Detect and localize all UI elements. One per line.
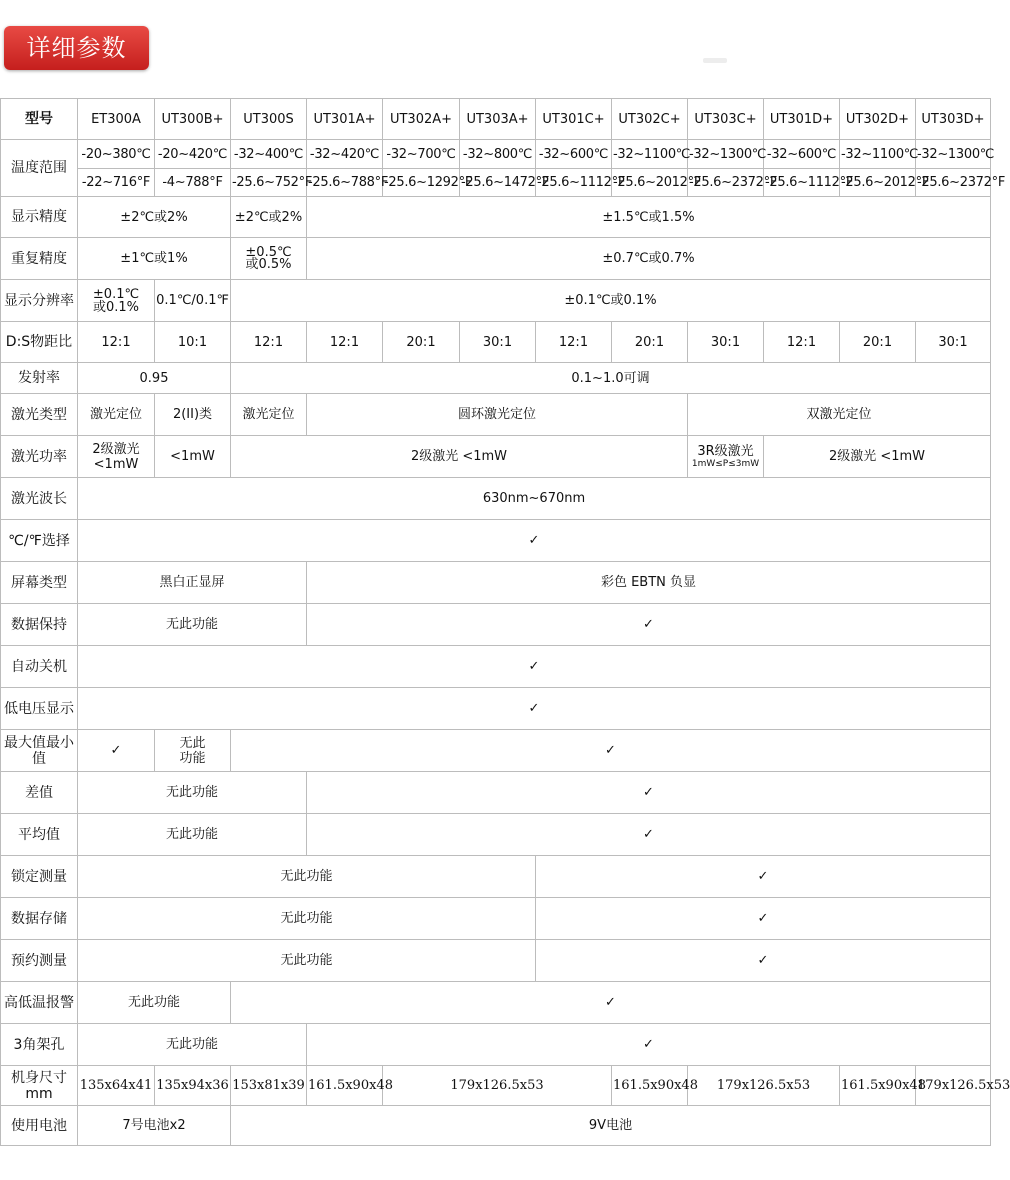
row-header-tripod: 3角架孔 [1, 1024, 78, 1066]
ds-ratio-cell: 10:1 [155, 322, 231, 363]
difference-cell: 无此功能 [78, 772, 307, 814]
check-mark: ✓ [307, 814, 991, 856]
ds-ratio-cell: 12:1 [78, 322, 155, 363]
temp-celsius-cell: -32~1300℃ [916, 140, 991, 169]
resolution-cell [78, 280, 155, 322]
temp-alarm-row [1, 982, 991, 1024]
model-cell: UT303A+ [460, 99, 536, 140]
temp-celsius-cell: -20~380℃ [78, 140, 155, 169]
laser-type-cell: 双激光定位 [688, 394, 991, 436]
check-mark: ✓ [536, 940, 991, 982]
lock-measure-row [1, 856, 991, 898]
laser-type-cell: 激光定位 [231, 394, 307, 436]
battery-cell: 9V电池 [231, 1106, 991, 1146]
temp-fahrenheit-cell: -25.6~1112°F [536, 169, 612, 197]
unit-select-row [1, 520, 991, 562]
check-mark: ✓ [536, 856, 991, 898]
tripod-cell: 无此功能 [78, 1024, 307, 1066]
row-header-laser-type: 激光类型 [1, 394, 78, 436]
temp-celsius-cell: -32~1100℃ [840, 140, 916, 169]
row-header-resolution: 显示分辨率 [1, 280, 78, 322]
screen-type-cell: 彩色 EBTN 负显 [307, 562, 991, 604]
temp-fahrenheit-cell: -4~788°F [155, 169, 231, 197]
resolution-row [1, 280, 991, 322]
check-mark: ✓ [78, 646, 991, 688]
model-cell: UT302A+ [383, 99, 460, 140]
laser-power-cell: 2级激光 <1mW [231, 436, 688, 478]
row-header-lock-measure: 锁定测量 [1, 856, 78, 898]
temp-fahrenheit-cell: -25.6~788°F [307, 169, 383, 197]
data-storage-row [1, 898, 991, 940]
model-cell: UT303C+ [688, 99, 764, 140]
spec-table [0, 98, 1010, 1146]
row-header-laser-power: 激光功率 [1, 436, 78, 478]
ds-ratio-cell: 20:1 [383, 322, 460, 363]
scheduled-measure-cell: 无此功能 [78, 940, 536, 982]
ds-ratio-row [1, 322, 991, 363]
laser-power-cell: <1mW [155, 436, 231, 478]
row-header-max-min: 最大值最小值 [1, 730, 78, 772]
laser-power-line: 2级激光 [92, 441, 140, 457]
laser-wavelength-row [1, 478, 991, 520]
screen-type-cell: 黑白正显屏 [78, 562, 307, 604]
page-title: 详细参数 [4, 26, 149, 70]
dimensions-cell: 179x126.5x53 [688, 1066, 840, 1106]
laser-power-line: 1mW≤P≤3mW [691, 458, 760, 469]
temp-fahrenheit-cell: -25.6~1292°F [383, 169, 460, 197]
repeat-accuracy-cell: ±0.7℃或0.7% [307, 238, 991, 280]
data-storage-cell: 无此功能 [78, 898, 536, 940]
temp-celsius-cell: -32~400℃ [231, 140, 307, 169]
model-row [1, 99, 991, 140]
check-mark: ✓ [307, 604, 991, 646]
temp-range-row [1, 140, 991, 169]
repeat-accuracy-row [1, 238, 991, 280]
display-accuracy-cell: ±1.5℃或1.5% [307, 197, 991, 238]
average-cell: 无此功能 [78, 814, 307, 856]
ds-ratio-cell: 30:1 [916, 322, 991, 363]
model-cell: UT303D+ [916, 99, 991, 140]
repeat-accuracy-cell [231, 238, 307, 280]
row-header-auto-off: 自动关机 [1, 646, 78, 688]
temp-celsius-cell: -32~1100℃ [612, 140, 688, 169]
max-min-line: 功能 [179, 750, 206, 766]
check-mark: ✓ [536, 898, 991, 940]
dimensions-cell: 161.5x90x48 [612, 1066, 688, 1106]
row-header-data-hold: 数据保持 [1, 604, 78, 646]
repeat-accuracy-cell: ±1℃或1% [78, 238, 231, 280]
row-header-ds-ratio: D:S物距比 [1, 322, 78, 363]
ds-ratio-cell: 12:1 [536, 322, 612, 363]
max-min-cell [155, 730, 231, 772]
temp-celsius-cell: -32~420℃ [307, 140, 383, 169]
ds-ratio-cell: 12:1 [307, 322, 383, 363]
row-header-temp-range: 温度范围 [1, 140, 78, 197]
difference-row [1, 772, 991, 814]
model-cell: UT301D+ [764, 99, 840, 140]
average-row [1, 814, 991, 856]
display-accuracy-cell: ±2℃或2% [78, 197, 231, 238]
battery-row [1, 1106, 991, 1146]
temp-celsius-cell: -32~800℃ [460, 140, 536, 169]
row-header-laser-wavelength: 激光波长 [1, 478, 78, 520]
temp-alarm-cell: 无此功能 [78, 982, 231, 1024]
model-cell: UT301C+ [536, 99, 612, 140]
laser-power-line: <1mW [93, 456, 139, 472]
temp-celsius-cell: -32~700℃ [383, 140, 460, 169]
dimensions-cell: 179x126.5x53 [916, 1066, 991, 1106]
max-min-row [1, 730, 991, 772]
row-header-data-storage: 数据存储 [1, 898, 78, 940]
dimensions-cell: 161.5x90x48 [307, 1066, 383, 1106]
row-header-scheduled-measure: 预约测量 [1, 940, 78, 982]
row-header-temp-alarm: 高低温报警 [1, 982, 78, 1024]
dimensions-cell: 179x126.5x53 [383, 1066, 612, 1106]
row-header-screen-type: 屏幕类型 [1, 562, 78, 604]
row-header-unit-select: ℃/℉选择 [1, 520, 78, 562]
repeat-accuracy-line: ±0.5℃ [245, 244, 292, 260]
dimensions-cell: 135x94x36 [155, 1066, 231, 1106]
ds-ratio-cell: 20:1 [840, 322, 916, 363]
check-mark: ✓ [307, 772, 991, 814]
max-min-line: 无此 [179, 735, 206, 751]
temp-fahrenheit-cell: -25.6~2012°F [612, 169, 688, 197]
laser-type-cell: 圆环激光定位 [307, 394, 688, 436]
check-mark: ✓ [78, 520, 991, 562]
resolution-line: 或0.1% [92, 299, 140, 315]
model-cell: UT300S [231, 99, 307, 140]
ds-ratio-cell: 20:1 [612, 322, 688, 363]
auto-off-row [1, 646, 991, 688]
dimensions-cell: 161.5x90x48 [840, 1066, 916, 1106]
display-accuracy-row [1, 197, 991, 238]
temp-fahrenheit-cell: -25.6~2012°F [840, 169, 916, 197]
row-header-model: 型号 [1, 99, 78, 140]
check-mark: ✓ [78, 688, 991, 730]
row-header-battery: 使用电池 [1, 1106, 78, 1146]
emissivity-cell: 0.1~1.0可调 [231, 363, 991, 394]
repeat-accuracy-line: 或0.5% [245, 256, 292, 272]
dimensions-cell: 135x64x41 [78, 1066, 155, 1106]
model-cell: UT302D+ [840, 99, 916, 140]
row-header-repeat-accuracy: 重复精度 [1, 238, 78, 280]
ds-ratio-cell: 30:1 [460, 322, 536, 363]
model-cell: UT300B+ [155, 99, 231, 140]
lock-measure-cell: 无此功能 [78, 856, 536, 898]
dimensions-cell: 153x81x39 [231, 1066, 307, 1106]
low-voltage-row [1, 688, 991, 730]
data-hold-row [1, 604, 991, 646]
dimensions-row [1, 1066, 991, 1106]
temp-celsius-cell: -32~1300℃ [688, 140, 764, 169]
battery-cell: 7号电池x2 [78, 1106, 231, 1146]
data-hold-cell: 无此功能 [78, 604, 307, 646]
temp-fahrenheit-cell: -25.6~2372°F [688, 169, 764, 197]
ds-ratio-cell: 30:1 [688, 322, 764, 363]
row-header-difference: 差值 [1, 772, 78, 814]
emissivity-row [1, 363, 991, 394]
tripod-row [1, 1024, 991, 1066]
temp-fahrenheit-cell: -22~716°F [78, 169, 155, 197]
model-cell: UT302C+ [612, 99, 688, 140]
resolution-cell: 0.1℃/0.1℉ [155, 280, 231, 322]
laser-power-cell [78, 436, 155, 478]
laser-type-cell: 激光定位 [78, 394, 155, 436]
row-header-low-voltage: 低电压显示 [1, 688, 78, 730]
check-mark: ✓ [307, 1024, 991, 1066]
laser-power-line: 3R级激光 [697, 443, 754, 459]
model-cell: UT301A+ [307, 99, 383, 140]
temp-fahrenheit-cell: -25.6~752°F [231, 169, 307, 197]
ds-ratio-cell: 12:1 [764, 322, 840, 363]
row-header-emissivity: 发射率 [1, 363, 78, 394]
emissivity-cell: 0.95 [78, 363, 231, 394]
laser-power-cell: 2级激光 <1mW [764, 436, 991, 478]
laser-wavelength-cell: 630nm~670nm [78, 478, 991, 520]
ds-ratio-cell: 12:1 [231, 322, 307, 363]
temp-fahrenheit-cell: -25.6~1112°F [764, 169, 840, 197]
laser-power-cell [688, 436, 764, 478]
temp-range-f-row [1, 169, 991, 197]
check-mark: ✓ [231, 730, 991, 772]
temp-celsius-cell: -32~600℃ [536, 140, 612, 169]
resolution-line: ±0.1℃ [92, 286, 140, 302]
decorative-mark [703, 58, 727, 63]
laser-type-cell: 2(II)类 [155, 394, 231, 436]
laser-type-row [1, 394, 991, 436]
temp-fahrenheit-cell: -25.6~1472°F [460, 169, 536, 197]
temp-celsius-cell: -20~420℃ [155, 140, 231, 169]
temp-fahrenheit-cell: -25.6~2372°F [916, 169, 991, 197]
row-header-average: 平均值 [1, 814, 78, 856]
row-header-display-accuracy: 显示精度 [1, 197, 78, 238]
laser-power-row [1, 436, 991, 478]
row-header-dimensions: 机身尺寸mm [1, 1066, 78, 1106]
resolution-cell: ±0.1℃或0.1% [231, 280, 991, 322]
check-mark: ✓ [78, 730, 155, 772]
screen-type-row [1, 562, 991, 604]
scheduled-measure-row [1, 940, 991, 982]
temp-celsius-cell: -32~600℃ [764, 140, 840, 169]
display-accuracy-cell: ±2℃或2% [231, 197, 307, 238]
check-mark: ✓ [231, 982, 991, 1024]
model-cell: ET300A [78, 99, 155, 140]
